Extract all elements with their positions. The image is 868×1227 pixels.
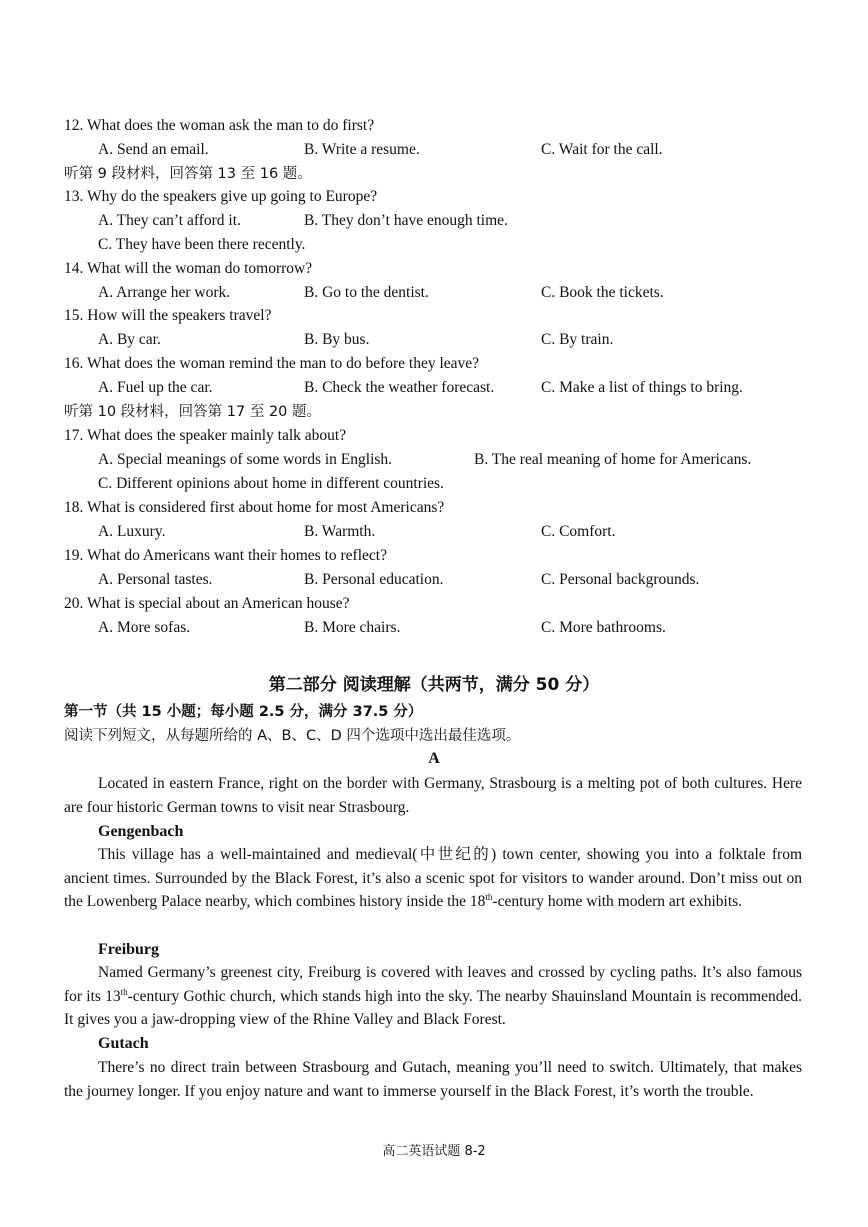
question-19-option-a: A. Personal tastes. [98,571,213,588]
question-19-stem: 19. What do Americans want their homes to reflect? [64,547,387,564]
question-14-stem: 14. What will the woman do tomorrow? [64,260,313,277]
question-19-option-b: B. Personal education. [304,571,444,588]
paragraph-gengenbach: This village has a well-maintained and medieval(中世纪的) town center, showing you into a folktale from ancient times. Surrounded by the Black Forest, it’s also a scenic spot for visitors to wander around. Don’t miss out on the Lowenberg Palace nearby, which combines history inside the 18th-century home with modern art exhibits. [64,846,802,911]
question-18-stem: 18. What is considered first about home for most Americans? [64,499,445,516]
question-18-option-a: A. Luxury. [98,523,166,540]
question-20-option-a: A. More sofas. [98,619,191,636]
listening-instruction-9: 听第 9 段材料，回答第 13 至 16 题。 [64,166,312,182]
section-one-heading: 第一节（共 15 小题；每小题 2.5 分，满分 37.5 分） [64,704,423,720]
passage-letter: A [428,750,440,767]
question-12-stem: 12. What does the woman ask the man to do first? [64,117,375,134]
question-16-option-a: A. Fuel up the car. [98,379,213,396]
question-20-option-b: B. More chairs. [304,619,401,636]
question-17-stem: 17. What does the speaker mainly talk about? [64,427,347,444]
listening-instruction-10: 听第 10 段材料，回答第 17 至 20 题。 [64,404,322,420]
question-20-stem: 20. What is special about an American house? [64,595,350,612]
question-13-option-c: C. They have been there recently. [98,236,306,253]
question-16-stem: 16. What does the woman remind the man to do before they leave? [64,355,480,372]
question-12-option-b: B. Write a resume. [304,141,420,158]
question-17-option-a: A. Special meanings of some words in English. [98,451,393,468]
question-14-option-b: B. Go to the dentist. [304,284,429,301]
question-17-option-c: C. Different opinions about home in different countries. [98,475,444,492]
paragraph-freiburg: Named Germany’s greenest city, Freiburg is covered with leaves and crossed by cycling paths. It’s also famous for its 13th-century Gothic church, which stands high into the sky. The nearby Shauinsland Mountain is recommended. It gives you a jaw-dropping view of the Rhine Valley and Black Forest. [64,964,802,1029]
question-15-stem: 15. How will the speakers travel? [64,307,272,324]
question-16-option-b: B. Check the weather forecast. [304,379,495,396]
question-16-option-c: C. Make a list of things to bring. [541,379,743,396]
question-15-option-c: C. By train. [541,331,614,348]
part-two-title: 第二部分 阅读理解（共两节，满分 50 分） [268,675,600,695]
town-heading-gengenbach: Gengenbach [98,823,184,840]
question-12-option-a: A. Send an email. [98,141,209,158]
question-12-option-c: C. Wait for the call. [541,141,663,158]
reading-instruction: 阅读下列短文，从每题所给的 A、B、C、D 四个选项中选出最佳选项。 [64,728,521,744]
question-14-option-c: C. Book the tickets. [541,284,664,301]
question-14-option-a: A. Arrange her work. [98,284,231,301]
town-heading-freiburg: Freiburg [98,941,160,958]
question-20-option-c: C. More bathrooms. [541,619,666,636]
question-13-stem: 13. Why do the speakers give up going to Europe? [64,188,378,205]
question-13-option-b: B. They don’t have enough time. [304,212,508,229]
town-heading-gutach: Gutach [98,1035,149,1052]
question-13-option-a: A. They can’t afford it. [98,212,241,229]
paragraph-gutach: There’s no direct train between Strasbourg and Gutach, meaning you’ll need to switch. Ultimately, that makes the journey longer. If you enjoy nature and want to immerse yourself in the Black Forest, it’s worth the trouble. [64,1059,802,1100]
question-18-option-b: B. Warmth. [304,523,376,540]
question-15-option-a: A. By car. [98,331,161,348]
question-18-option-c: C. Comfort. [541,523,616,540]
question-17-option-b: B. The real meaning of home for Americans. [474,451,752,468]
passage-intro: Located in eastern France, right on the border with Germany, Strasbourg is a melting pot of both cultures. Here are four historic German towns to visit near Strasbourg. [64,775,802,816]
question-19-option-c: C. Personal backgrounds. [541,571,700,588]
page-footer: 高二英语试题 8-2 [382,1144,486,1159]
question-15-option-b: B. By bus. [304,331,370,348]
